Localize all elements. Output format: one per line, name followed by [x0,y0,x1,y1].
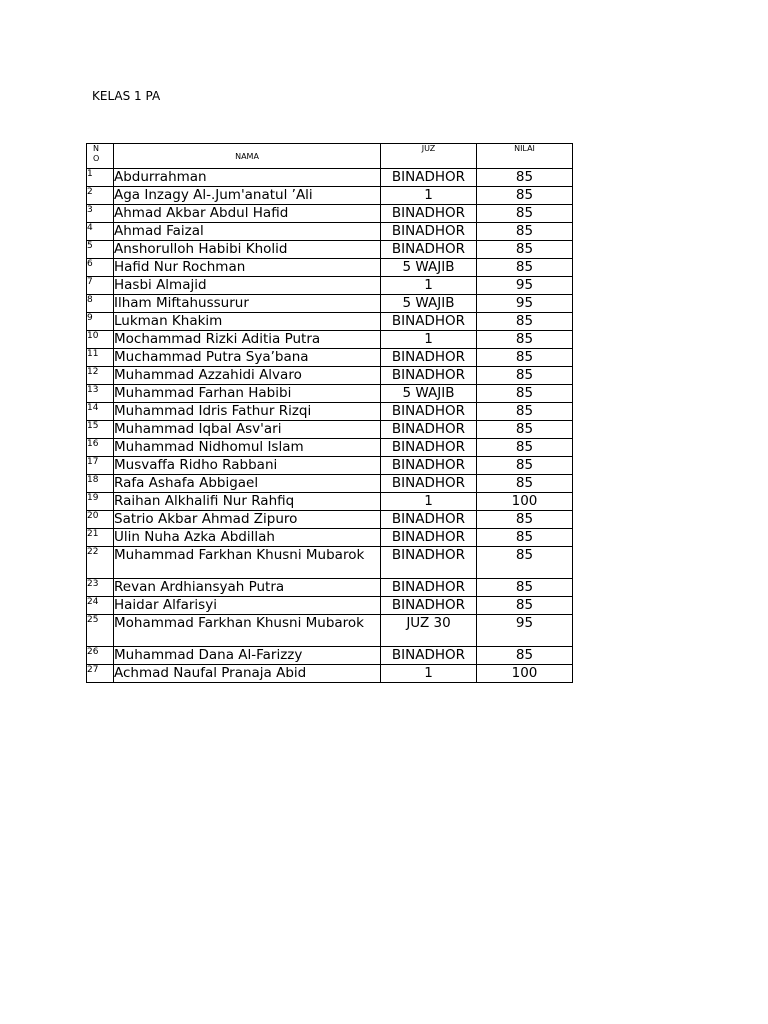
table-row [87,475,573,493]
cell-no: 3 [87,205,114,223]
cell-nilai: 100 [477,493,573,511]
cell-nama: Muhammad Azzahidi Alvaro [114,367,381,385]
cell-no: 25 [87,615,114,647]
table-row [87,385,573,403]
cell-no: 19 [87,493,114,511]
cell-no: 6 [87,259,114,277]
cell-nama: Hasbi Almajid [114,277,381,295]
cell-juz: BINADHOR [381,241,477,259]
table-row [87,169,573,187]
table-row [87,313,573,331]
table-row [87,241,573,259]
cell-nilai: 85 [477,403,573,421]
cell-juz: BINADHOR [381,511,477,529]
cell-nama: Ahmad Akbar Abdul Hafid [114,205,381,223]
cell-no: 26 [87,647,114,665]
cell-nama: Revan Ardhiansyah Putra [114,579,381,597]
cell-juz: BINADHOR [381,597,477,615]
header-no: NO [87,144,114,169]
cell-nilai: 85 [477,169,573,187]
table-row [87,223,573,241]
cell-no: 18 [87,475,114,493]
cell-juz: BINADHOR [381,547,477,579]
cell-nama: Mohammad Farkhan Khusni Mubarok [114,615,381,647]
cell-nilai: 85 [477,597,573,615]
cell-juz: BINADHOR [381,403,477,421]
cell-no: 24 [87,597,114,615]
cell-no: 9 [87,313,114,331]
header-nilai: NILAI [477,144,573,169]
table-row [87,403,573,421]
table-row [87,597,573,615]
cell-nilai: 95 [477,295,573,313]
cell-nama: Satrio Akbar Ahmad Zipuro [114,511,381,529]
cell-juz: BINADHOR [381,313,477,331]
table-row [87,187,573,205]
cell-nilai: 85 [477,223,573,241]
table-row [87,295,573,313]
cell-juz: 1 [381,665,477,683]
cell-nama: Hafid Nur Rochman [114,259,381,277]
cell-juz: 1 [381,331,477,349]
cell-juz: BINADHOR [381,205,477,223]
cell-juz: 1 [381,277,477,295]
table-row [87,529,573,547]
cell-no: 22 [87,547,114,579]
cell-nama: Achmad Naufal Pranaja Abid [114,665,381,683]
cell-nilai: 85 [477,241,573,259]
cell-juz: BINADHOR [381,457,477,475]
cell-nama: Muchammad Putra Sya’bana [114,349,381,367]
cell-juz: BINADHOR [381,439,477,457]
cell-nilai: 85 [477,511,573,529]
cell-nilai: 85 [477,475,573,493]
table-row [87,421,573,439]
cell-nama: Anshorulloh Habibi Kholid [114,241,381,259]
table-row [87,647,573,665]
table-row [87,579,573,597]
cell-nilai: 85 [477,529,573,547]
cell-nama: Aga Inzagy Al-.Jum'anatul ’Ali [114,187,381,205]
cell-nilai: 85 [477,647,573,665]
header-juz: JUZ [381,144,477,169]
cell-nilai: 85 [477,457,573,475]
cell-no: 16 [87,439,114,457]
table-row [87,493,573,511]
cell-nama: Raihan Alkhalifi Nur Rahfiq [114,493,381,511]
cell-nama: Muhammad Farkhan Khusni Mubarok [114,547,381,579]
cell-nilai: 85 [477,439,573,457]
cell-juz: JUZ 30 [381,615,477,647]
cell-nilai: 85 [477,349,573,367]
table-header-row [87,144,573,169]
table-row [87,205,573,223]
cell-no: 1 [87,169,114,187]
cell-nilai: 85 [477,187,573,205]
table-row [87,331,573,349]
page-title: KELAS 1 PA [92,89,161,103]
cell-nilai: 85 [477,547,573,579]
cell-nama: Ahmad Faizal [114,223,381,241]
table-row [87,457,573,475]
cell-nilai: 85 [477,259,573,277]
cell-no: 12 [87,367,114,385]
cell-nama: Muhammad Farhan Habibi [114,385,381,403]
cell-nilai: 85 [477,313,573,331]
cell-nama: Mochammad Rizki Aditia Putra [114,331,381,349]
cell-nama: Ilham Miftahussurur [114,295,381,313]
cell-no: 20 [87,511,114,529]
cell-juz: 5 WAJIB [381,259,477,277]
cell-juz: 5 WAJIB [381,295,477,313]
cell-nama: Lukman Khakim [114,313,381,331]
table-row [87,511,573,529]
cell-no: 13 [87,385,114,403]
cell-nama: Muhammad Idris Fathur Rizqi [114,403,381,421]
cell-nama: Muhammad Iqbal Asv'ari [114,421,381,439]
cell-nama: Ulin Nuha Azka Abdillah [114,529,381,547]
cell-juz: 1 [381,187,477,205]
cell-nilai: 85 [477,367,573,385]
cell-no: 14 [87,403,114,421]
table-row [87,259,573,277]
cell-no: 5 [87,241,114,259]
cell-no: 4 [87,223,114,241]
cell-juz: 5 WAJIB [381,385,477,403]
cell-nilai: 85 [477,331,573,349]
cell-juz: BINADHOR [381,421,477,439]
cell-juz: BINADHOR [381,223,477,241]
table-row [87,277,573,295]
cell-juz: BINADHOR [381,169,477,187]
grades-table [86,143,573,683]
cell-nama: Haidar Alfarisyi [114,597,381,615]
cell-juz: BINADHOR [381,349,477,367]
table-row [87,367,573,385]
cell-no: 15 [87,421,114,439]
cell-nama: Rafa Ashafa Abbigael [114,475,381,493]
cell-no: 2 [87,187,114,205]
cell-juz: BINADHOR [381,475,477,493]
table-row [87,547,573,579]
cell-no: 27 [87,665,114,683]
cell-nilai: 85 [477,205,573,223]
cell-nilai: 85 [477,579,573,597]
cell-no: 21 [87,529,114,547]
table-row [87,349,573,367]
cell-no: 17 [87,457,114,475]
cell-nilai: 85 [477,385,573,403]
cell-no: 23 [87,579,114,597]
table-row [87,665,573,683]
cell-juz: BINADHOR [381,529,477,547]
cell-nilai: 85 [477,421,573,439]
header-nama: NAMA [114,144,381,169]
cell-juz: BINADHOR [381,367,477,385]
cell-juz: 1 [381,493,477,511]
cell-nama: Muhammad Dana Al-Farizzy [114,647,381,665]
cell-no: 8 [87,295,114,313]
cell-no: 11 [87,349,114,367]
cell-nilai: 100 [477,665,573,683]
cell-nama: Musvaffa Ridho Rabbani [114,457,381,475]
cell-no: 10 [87,331,114,349]
cell-nama: Abdurrahman [114,169,381,187]
table-row [87,439,573,457]
cell-nilai: 95 [477,277,573,295]
cell-nilai: 95 [477,615,573,647]
cell-no: 7 [87,277,114,295]
cell-juz: BINADHOR [381,647,477,665]
cell-nama: Muhammad Nidhomul Islam [114,439,381,457]
table-row [87,615,573,647]
cell-juz: BINADHOR [381,579,477,597]
